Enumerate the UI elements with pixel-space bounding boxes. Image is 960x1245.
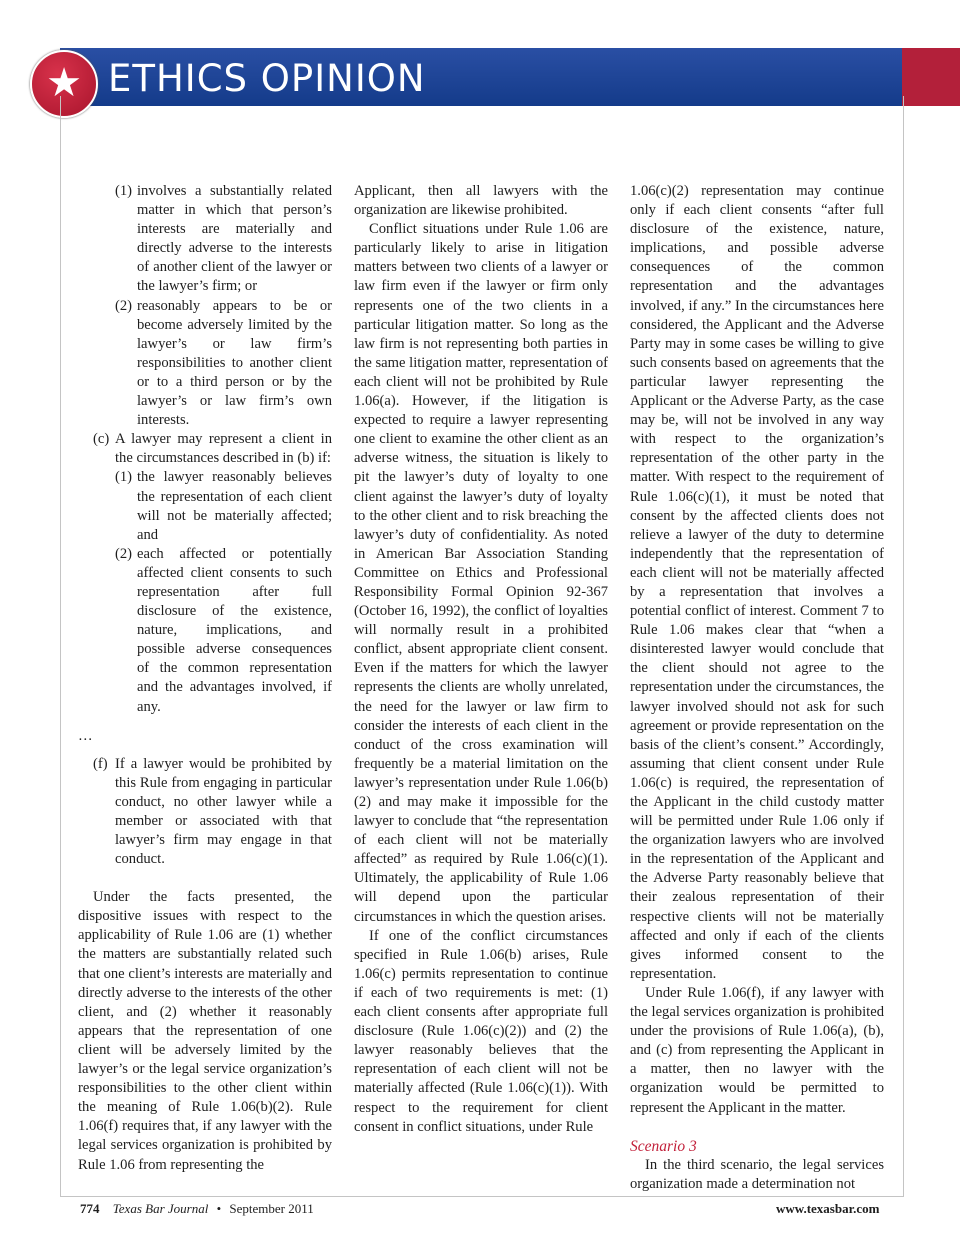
rule-item-b1: (1) involves a substantially related matter in which that person’s interests are materially and directly adverse to the interests of another client of the lawyer or the lawyer’s firm; or [115,183,332,295]
subheading: Scenario 3 [630,1137,697,1155]
footer-separator: • [216,1201,222,1216]
rule-item-c2: (2) each affected or potentially affected client consents to such representation after full disclosure of the existence, nature, implications, and possible adverse consequences of the common representation and the advantages involved, if any. [115,545,332,715]
rule-item-f: (f) If a lawyer would be prohibited by this Rule from engaging in particular conduct, no other lawyer while a member or associated with that lawyer’s firm may engage in that conduct. [93,755,332,868]
body-paragraph: Under Rule 1.06(f), if any lawyer with the legal services organization is prohibited under the provisions of Rule 1.06(a), (b), and (c) from representing the Applicant in a matter, then no lawyer with the organization would be permitted to represent the Applicant in the matter. [630,984,884,1116]
website-link[interactable]: www.texasbar.com [776,1201,880,1216]
page-number: 774 [80,1201,100,1216]
body-paragraph: Conflict situations under Rule 1.06 are particularly likely to arise in litigation matters between two clients of a lawyer or law firm even if the lawyer or firm only represents one of the two clients in a particular litigation matter. So long as the law firm is not representing both parties in the same litigation matter, representation of each client will not be prohibited by Rule 1.06(a). However, if the litigation is expected to require a lawyer representing one client to examine the other client as an adverse witness, the situation is likely to pit the lawyer’s duty of loyalty to one client against the lawyer’s duty of loyalty to the other client and to risk breaching the lawyer’s duty of confidentiality. As noted in American Bar Association Standing Committee on Ethics and Professional Responsibility Formal Opinion 92-367 (October 16, 1992), the conflict of loyalties will normally result in a prohibited conflict, absent appropriate client consent. Even if the matters for which the lawyer represents the clients are wholly unrelated, the need for the lawyer or law firm to consider the interests of each client in the conduct of the cross examination will frequently be a material limitation on the lawyer’s representation under Rule 1.06(b)(2) and may make it impossible for the lawyer to conclude that “the representation of each client will not be materially affected” as required by Rule 1.06(c)(1). Ultimately, the applicability of Rule 1.06 will depend upon the particular circumstances in which the question arises. [354,221,608,925]
star-icon: ★ [46,60,82,106]
header-red-block [902,48,960,106]
column-3 [630,182,884,1194]
ellipsis: … [78,727,93,744]
body-paragraph: Applicant, then all lawyers with the organization are likewise prohibited. [354,183,608,219]
rule-item-c1: (1) the lawyer reasonably believes the representation of each client will not be materially affected; and [115,469,332,543]
column-1 [78,182,332,1175]
section-title: ETHICS OPINION [108,57,426,100]
body-paragraph: In the third scenario, the legal services organization made a determination not [630,1156,884,1192]
issue-date: September 2011 [229,1201,314,1216]
page-footer [80,1201,314,1217]
rule-item-b2: (2) reasonably appears to be or become adversely limited by the lawyer’s or law firm’s responsibilities to another client or to a third person or by the lawyer’s or law firm’s own interests. [115,297,332,429]
column-2 [354,182,608,1137]
rule-item-c: (c) A lawyer may represent a client in the circumstances described in (b) if: [93,431,332,467]
body-paragraph: Under the facts presented, the dispositive issues with respect to the applicability of Rule 1.06 are (1) whether the matters are substantially related such that one client’s interests are materially and directly adverse to the interests of the other client, and (2) whether it reasonably appears that the representation of one client will be adversely limited by the lawyer’s or the legal service organization’s responsibilities to the other client within the meaning of Rule 1.06(b)(2). Rule 1.06(f) requires that, if any lawyer with the legal services organization is prohibited by Rule 1.06 from representing the [78,889,332,1173]
journal-name: Texas Bar Journal [112,1201,209,1216]
body-paragraph: If one of the conflict circumstances specified in Rule 1.06(b) arises, Rule 1.06(c) permits representation to continue if each of two requirements is met: (1) each client consents after appropriate full disclosure (Rule 1.06(c)(2)) and (2) the lawyer reasonably believes that the representation of each client will not be materially affected (Rule 1.06(c)(1)). With respect to the requirement for client consent in conflict situations, under Rule [354,927,608,1135]
body-paragraph: 1.06(c)(2) representation may continue only if each client consents “after full disclosure of the existence, nature, implications, and possible adverse consequences of the common representation and the advantages involved, if any.” In the circumstances here considered, the Applicant and the Adverse Party may in some cases be willing to give such consents based on agreements that the particular lawyer representing the Applicant or the Adverse Party, as the case may be, will not be involved in any way with respect to the organization’s representation of the other party in the matter. With respect to the requirement of Rule 1.06(c)(1), it must be noted that consent by the affected clients does not relieve a lawyer of the duty to determine independently that the representation of each client will not be materially affected by a representation that involves a potential conflict of interest. Comment 7 to Rule 1.06 makes clear that “when a disinterested lawyer would conclude that the client should not agree to the representation under the circumstances, the lawyer involved should not ask for such agreement or provide representation on the basis of the client’s consent.” Accordingly, assuming that client consent under Rule 1.06(c) is required, the representation of the Applicant in the child custody matter will be permitted under Rule 1.06 only if the organization lawyers who are involved in the representation of the Applicant and the Adverse Party reasonably believe that their zealous representation of their respective clients will not be materially affected and only if each of the clients gives informed consent to the representation. [630,183,884,982]
